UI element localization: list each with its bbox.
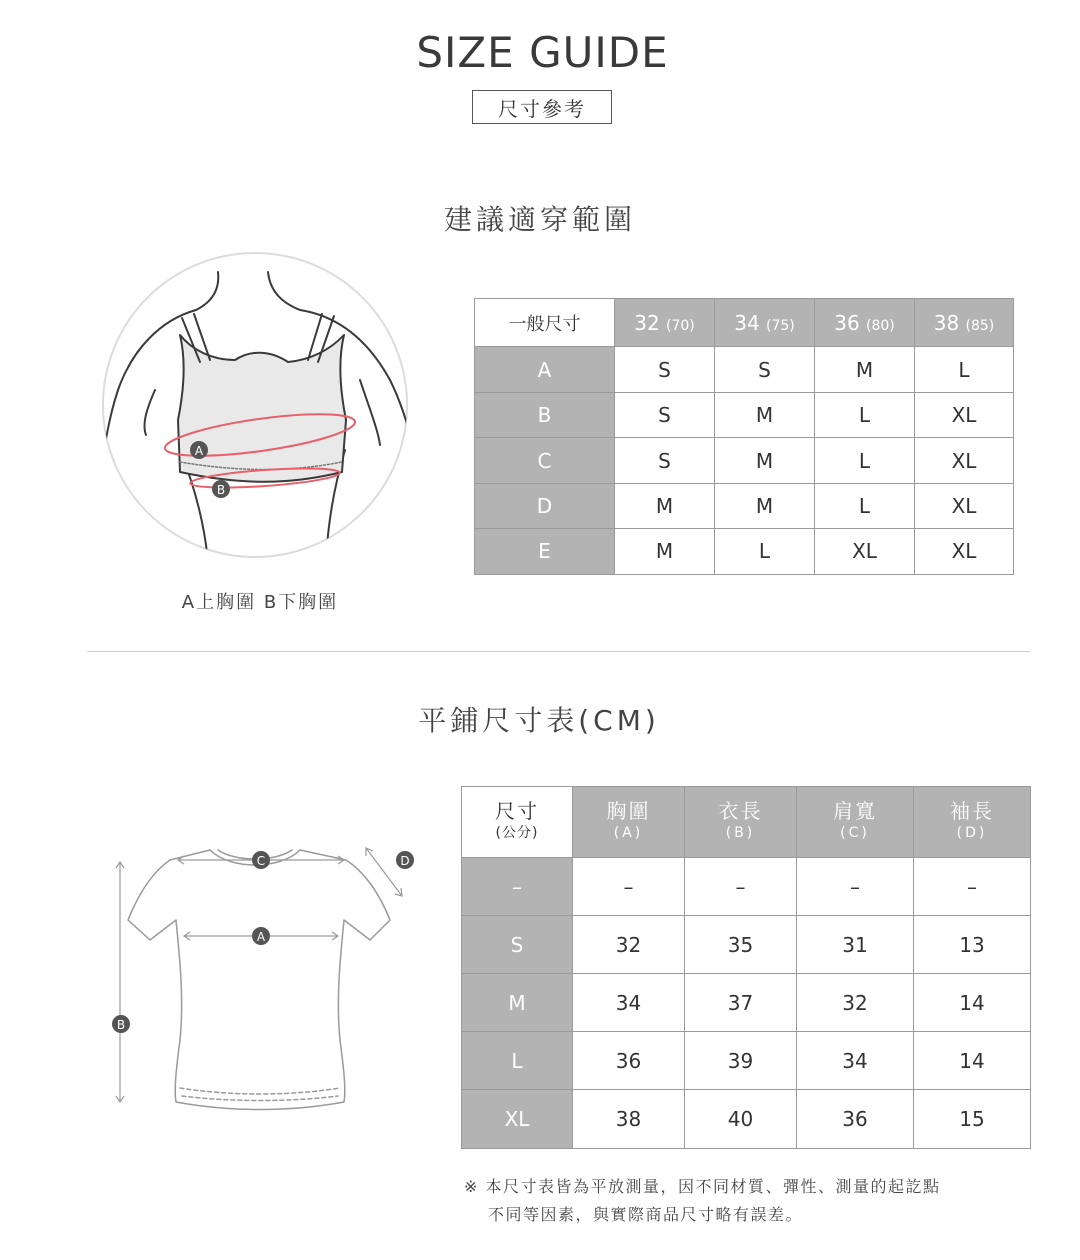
fit-range-table xyxy=(474,298,1014,575)
table-cell: – xyxy=(685,858,797,916)
column-header: 衣長 (B) xyxy=(685,787,797,858)
table-cell: M xyxy=(615,483,715,528)
label-d-text: D xyxy=(400,854,410,868)
tshirt-diagram xyxy=(100,840,430,1120)
subtitle-text: 尺寸參考 xyxy=(498,96,586,121)
row-label: E xyxy=(475,528,615,574)
flat-section-title: 平鋪尺寸表(CM) xyxy=(418,704,660,737)
table-cell: 31 xyxy=(797,916,914,974)
table-cell: 34 xyxy=(797,1032,914,1090)
table-row xyxy=(475,528,1014,574)
table-cell: S xyxy=(715,347,815,393)
table-cell: 38 xyxy=(573,1090,685,1149)
label-b-text: B xyxy=(116,1018,126,1032)
table-cell: S xyxy=(615,438,715,483)
table-header-row xyxy=(475,299,1014,347)
row-label: L xyxy=(462,1032,573,1090)
measure-d-line xyxy=(366,848,402,896)
table-cell: XL xyxy=(915,483,1014,528)
row-label: D xyxy=(475,483,615,528)
table-cell: M xyxy=(715,483,815,528)
table-row xyxy=(475,393,1014,438)
table-cell: 35 xyxy=(685,916,797,974)
table-row xyxy=(475,347,1014,393)
row-label: – xyxy=(462,858,573,916)
table-row xyxy=(462,916,1031,974)
table-cell: S xyxy=(615,347,715,393)
table-cell: XL xyxy=(915,438,1014,483)
row-label: B xyxy=(475,393,615,438)
tshirt-outline xyxy=(128,850,390,1110)
table-header-row xyxy=(462,787,1031,858)
table-cell: 36 xyxy=(797,1090,914,1149)
table-cell: L xyxy=(815,393,915,438)
table-cell: 34 xyxy=(573,974,685,1032)
hem-stitch-2 xyxy=(182,1096,338,1101)
row-label: A xyxy=(475,347,615,393)
page-title: SIZE GUIDE xyxy=(416,28,669,77)
table-cell: 14 xyxy=(914,974,1031,1032)
table-cell: 32 xyxy=(797,974,914,1032)
row-label: XL xyxy=(462,1090,573,1149)
table-cell: 15 xyxy=(914,1090,1031,1149)
table-cell: M xyxy=(615,528,715,574)
measurement-note xyxy=(464,1173,941,1229)
table-cell: L xyxy=(715,528,815,574)
table-cell: M xyxy=(815,347,915,393)
label-a-text: A xyxy=(194,444,204,458)
bra-body xyxy=(178,335,346,482)
row-label: C xyxy=(475,438,615,483)
table-row xyxy=(462,1090,1031,1149)
subtitle-box xyxy=(472,90,612,124)
table-row xyxy=(462,1032,1031,1090)
label-c-text: C xyxy=(256,854,266,868)
table-row xyxy=(475,438,1014,483)
table-cell: XL xyxy=(915,393,1014,438)
column-header: 32 (70) xyxy=(615,299,715,347)
table-cell: 36 xyxy=(573,1032,685,1090)
corner-cell: 尺寸 (公分) xyxy=(462,787,573,858)
table-cell: L xyxy=(815,483,915,528)
table-cell: 32 xyxy=(573,916,685,974)
table-cell: XL xyxy=(815,528,915,574)
section-divider xyxy=(87,651,1030,652)
table-cell: – xyxy=(797,858,914,916)
table-cell: L xyxy=(815,438,915,483)
table-cell: S xyxy=(615,393,715,438)
column-header: 肩寬 (C) xyxy=(797,787,914,858)
note-line-2: 不同等因素，與實際商品尺寸略有誤差。 xyxy=(488,1205,804,1224)
bra-diagram-caption: A上胸圍 B下胸圍 xyxy=(181,592,339,613)
column-header: 36 (80) xyxy=(815,299,915,347)
table-cell: 39 xyxy=(685,1032,797,1090)
table-row xyxy=(475,483,1014,528)
label-a-text: A xyxy=(256,930,266,944)
table-row xyxy=(462,974,1031,1032)
table-cell: M xyxy=(715,438,815,483)
column-header: 胸圍 (A) xyxy=(573,787,685,858)
table-cell: XL xyxy=(915,528,1014,574)
table-cell: M xyxy=(715,393,815,438)
fit-section-title: 建議適穿範圍 xyxy=(443,203,636,236)
column-header: 38 (85) xyxy=(915,299,1014,347)
hem-stitch xyxy=(180,1088,340,1094)
table-cell: 13 xyxy=(914,916,1031,974)
note-line-1: ※ 本尺寸表皆為平放測量，因不同材質、彈性、測量的起訖點 xyxy=(464,1177,941,1196)
table-row xyxy=(462,858,1031,916)
flat-size-table xyxy=(461,786,1031,1149)
row-label: S xyxy=(462,916,573,974)
label-b-text: B xyxy=(216,483,226,497)
column-header: 34 (75) xyxy=(715,299,815,347)
corner-cell: 一般尺寸 xyxy=(475,299,615,347)
table-cell: 14 xyxy=(914,1032,1031,1090)
table-cell: 37 xyxy=(685,974,797,1032)
table-cell: 40 xyxy=(685,1090,797,1149)
table-cell: – xyxy=(914,858,1031,916)
table-cell: – xyxy=(573,858,685,916)
table-cell: L xyxy=(915,347,1014,393)
row-label: M xyxy=(462,974,573,1032)
bra-diagram xyxy=(100,250,412,562)
column-header: 袖長 (D) xyxy=(914,787,1031,858)
